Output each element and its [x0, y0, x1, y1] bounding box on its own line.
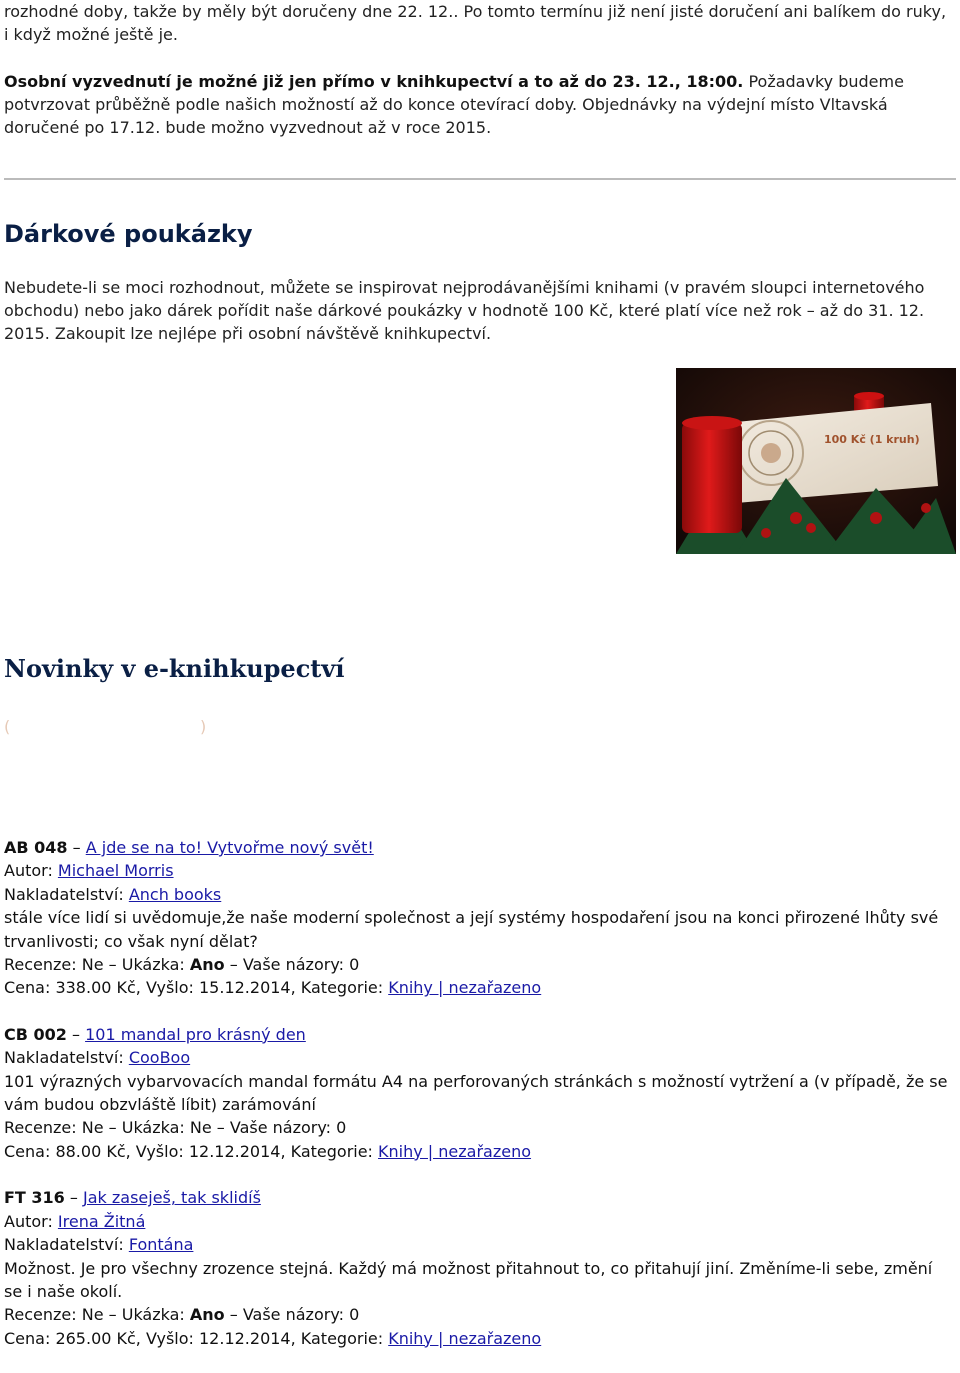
- author-link[interactable]: Irena Žitná: [57, 1211, 146, 1231]
- book-meta: Cena: 338.00 Kč, Vyšlo: 15.12.2014, Kategorie: Knihy | nezařazeno: [4, 978, 542, 998]
- book-description: 101 výrazných vybarvovacích mandal formátu A4 na perforovaných stránkách s možností vytržení a (v případě, že se vám budou obzvláště líbit) zarámování: [4, 1071, 948, 1115]
- news-heading: Novinky v e-knihkupectví: [4, 654, 345, 683]
- publisher-link[interactable]: Anch books: [128, 884, 222, 904]
- voucher-value: 100 Kč (1 kruh): [824, 433, 920, 446]
- publisher-link[interactable]: Fontána: [128, 1235, 194, 1255]
- book-code: AB 048: [4, 838, 68, 857]
- publisher-link[interactable]: CooBoo: [128, 1048, 191, 1068]
- book-meta: Cena: 265.00 Kč, Vyšlo: 12.12.2014, Kategorie: Knihy | nezařazeno: [4, 1328, 542, 1348]
- vouchers-text: Nebudete-li se moci rozhodnout, můžete se inspirovat nejprodávanějšími knihami (v pravém sloupci internetového obchodu) nebo jako dárek pořídit naše dárkové poukázky v hodnotě 100 Kč, které platí více než rok – až do 31. 12. 2015. Zakoupit lze nejlépe při osobní návštěvě knihkupectví.: [4, 278, 925, 343]
- book-description: stále více lidí si uvědomuje,že naše moderní společnost a její systémy hospodaření jsou na konci přirozené lhůty své trvanlivosti; co však nyní dělat?: [4, 908, 939, 951]
- paren-close: ): [200, 717, 207, 736]
- book-item: CB 002 – 101 mandal pro krásný den Nakladatelství: CooBoo 101 výrazných vybarvovacích mandal formátu A4 na perforovaných stránkách s možností vytržení a (v případě, že se vám budou obzvláště líbit) zarámování Recenze: Ne – Ukázka: Ne – Vaše názory: 0 Cena: 88.00 Kč, Vyšlo: 12.12.2014, Kategorie: Knihy | nezařazeno: [4, 1023, 954, 1163]
- category-link[interactable]: Knihy | nezařazeno: [378, 1141, 532, 1161]
- book-code: CB 002: [4, 1024, 67, 1044]
- book-title-link[interactable]: 101 mandal pro krásný den: [85, 1024, 306, 1044]
- category-link[interactable]: Knihy | nezařazeno: [388, 978, 542, 998]
- paren-open: (: [4, 717, 11, 736]
- book-description: Možnost. Je pro všechny zrozence stejná. Každý má možnost přitahnout to, co přitahují jiní. Změníme-li sebe, změní se i naše okolí.: [4, 1258, 933, 1301]
- divider: [4, 178, 956, 180]
- pickup-note: [4, 70, 954, 139]
- book-item: AB 048 – A jde se na to! Vytvořme nový svět! Autor: Michael Morris Nakladatelství: Anch books stále více lidí si uvědomuje,že naše moderní společnost a její systémy hospodaření jsou na konci přirozené lhůty své trvanlivosti; co však nyní dělat? Recenze: Ne – Ukázka: Ano – Vaše názory: 0 Cena: 338.00 Kč, Vyšlo: 15.12.2014, Kategorie: Knihy | nezařazeno: [4, 836, 954, 1000]
- vouchers-heading: Dárkové poukázky: [4, 220, 253, 248]
- pickup-bold: Osobní vyzvednutí je možné již jen přímo v knihkupectví a to až do 23. 12., 18:00.: [4, 72, 744, 91]
- delivery-note: rozhodné doby, takže by měly být doručeny dne 22. 12.. Po tomto termínu již není jisté doručení ani balíkem do ruky, i když možné ještě je.: [4, 2, 947, 44]
- voucher-photo: [676, 368, 956, 554]
- intro-text: [4, 0, 954, 139]
- book-reviews: Recenze: Ne – Ukázka: Ne – Vaše názory: 0: [4, 1118, 347, 1138]
- book-title-link[interactable]: Jak zaseješ, tak sklidíš: [82, 1188, 261, 1208]
- book-list: [4, 836, 954, 1373]
- book-code: FT 316: [4, 1188, 65, 1208]
- author-link[interactable]: Michael Morris: [57, 861, 174, 881]
- book-reviews: Recenze: Ne – Ukázka: Ano – Vaše názory: 0: [4, 955, 360, 975]
- pickup-rest: Požadavky budeme potvrzovat průběžně podle našich možností až do konce otevírací doby. Objednávky na výdejní místo Vltavská doručené po 17.12. bude možno vyzvednout až v roce 2015.: [4, 72, 904, 137]
- book-meta: Cena: 88.00 Kč, Vyšlo: 12.12.2014, Kategorie: Knihy | nezařazeno: [4, 1141, 532, 1161]
- book-item: FT 316 – Jak zaseješ, tak sklidíš Autor: Irena Žitná Nakladatelství: Fontána Možnost. Je pro všechny zrozence stejná. Každý má možnost přitahnout to, co přitahují jiní. Změníme-li sebe, změní se i naše okolí. Recenze: Ne – Ukázka: Ano – Vaše názory: 0 Cena: 265.00 Kč, Vyšlo: 12.12.2014, Kategorie: Knihy | nezařazeno: [4, 1186, 954, 1350]
- book-title-link[interactable]: A jde se na to! Vytvořme nový svět!: [85, 838, 374, 857]
- category-link[interactable]: Knihy | nezařazeno: [388, 1328, 542, 1348]
- book-reviews: Recenze: Ne – Ukázka: Ano – Vaše názory: 0: [4, 1305, 360, 1325]
